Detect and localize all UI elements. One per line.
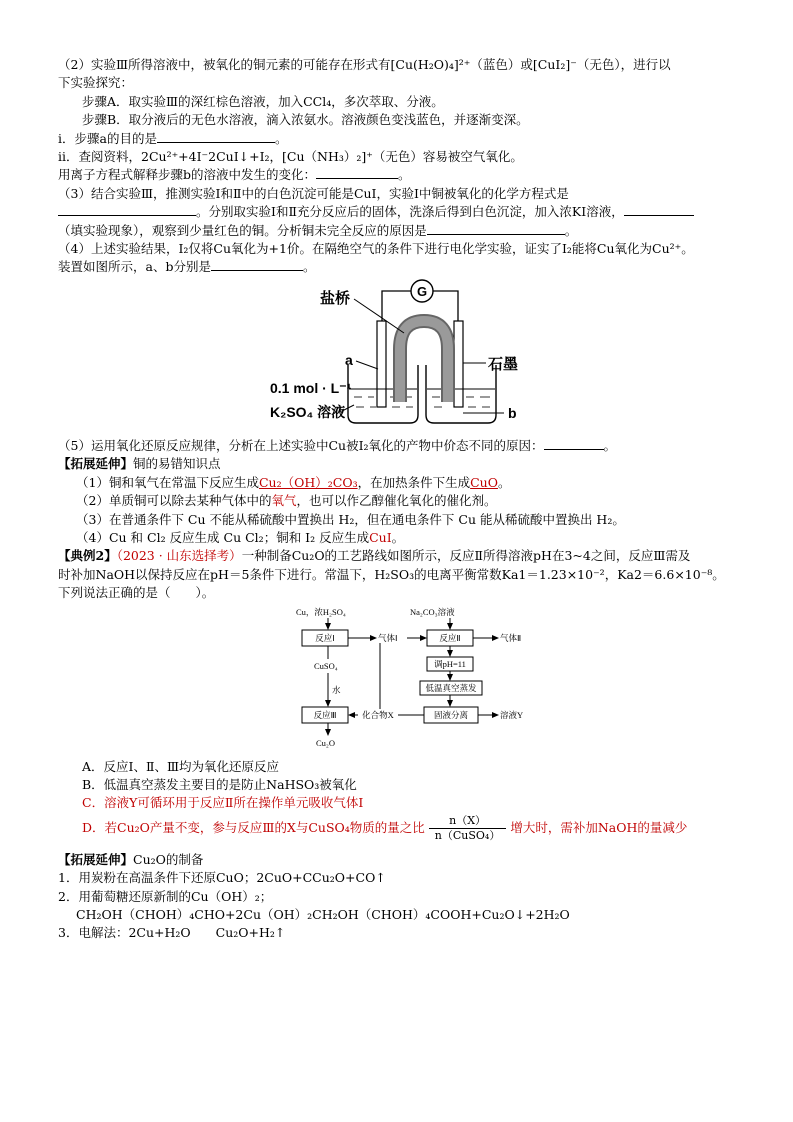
ext1-p4-a: （4）Cu 和 Cl₂ 反应生成 Cu Cl₂；铜和 I₂ 反应生成	[76, 529, 370, 545]
q2-line2: 下实验探究：	[58, 75, 134, 91]
ratio-denominator: n（CuSO₄）	[434, 828, 501, 842]
ext2-title-text: Cu₂O的制备	[133, 851, 204, 867]
ext1-p1-e: 。	[497, 474, 511, 490]
ext2-m2b: CH₂OH（CHOH）₄CHO+2Cu（OH）₂CH₂OH（CHOH）₄COOH+Cu₂O↓+2H₂O	[76, 906, 570, 922]
label-b: b	[508, 404, 517, 421]
box-reaction-3-label: 反应Ⅲ	[313, 709, 337, 720]
ex2-tag: 【典例2】	[58, 548, 117, 564]
ex2-source: （2023 · 山东选择考）	[116, 548, 242, 564]
graphite-label: 石墨	[488, 355, 519, 373]
concentration-label: 0.1 mol · L⁻¹	[270, 379, 352, 396]
q4-line1: （4）上述实验结果，I₂仅将Cu氧化为+1价。在隔绝空气的条件下进行电化学实验，证实了I₂能将Cu氧化为Cu²⁺。	[58, 241, 694, 257]
ext1-p2	[58, 492, 748, 510]
gas-2-label: 气体Ⅱ	[500, 632, 522, 643]
box-reaction-1-label: 反应Ⅰ	[315, 632, 335, 643]
q3-line2	[58, 203, 748, 221]
solution-label: K₂SO₄ 溶液	[270, 403, 346, 420]
answer-blank[interactable]	[624, 203, 694, 216]
galvanometer-label: G	[416, 283, 428, 299]
ext1-p3: （3）在普通条件下 Cu 不能从稀硫酸中置换出 H₂，但在通电条件下 Cu 能从稀硫酸中置换出 H₂。	[76, 511, 625, 527]
box-adjust-ph-label: 调pH=11	[434, 658, 466, 669]
q4-line2: 装置如图所示，a、b分别是 。	[58, 259, 316, 275]
q2-i-text: ⅰ．步骤a的目的是	[58, 130, 157, 146]
option-d-text-b: 增大时，需补加NaOH的量减少	[510, 819, 688, 835]
ext1-p1-a: （1）铜和氧气在常温下反应生成	[76, 474, 259, 490]
ext2-title-tag: 【拓展延伸】	[58, 851, 134, 867]
gas-1-label: 气体Ⅰ	[378, 632, 398, 643]
answer-blank[interactable]	[544, 437, 604, 450]
ext1-title	[58, 455, 748, 473]
ext2-m2: 2．用葡萄糖还原新制的Cu（OH）₂；	[58, 888, 273, 904]
flow-input-2: Na₂CO₃溶液	[410, 606, 455, 617]
cell-diagram	[58, 277, 748, 437]
ex2-line1	[58, 547, 748, 565]
ext1-title-text: 铜的易错知识点	[133, 456, 221, 472]
ext1-title-tag: 【拓展延伸】	[58, 456, 134, 472]
q2-ii: ⅱ．查阅资料，2Cu²⁺+4I⁻2CuI↓+I₂，[Cu（NH₃）₂]⁺（无色）容易被空气氧化。	[58, 149, 523, 165]
flowchart-diagram	[58, 603, 748, 758]
option-d-text-a: D．若Cu₂O产量不变，参与反应Ⅲ的X与CuSO₄物质的量之比	[82, 819, 425, 835]
q5-text: （5）运用氧化还原反应规律，分析在上述实验中Cu被I₂氧化的产物中价态不同的原因：	[58, 437, 544, 453]
ext1-p1	[58, 474, 748, 492]
ext1-p2-b: 氧气	[271, 493, 297, 509]
q2-step-b: 步骤B．取分液后的无色水溶液，滴入浓氨水。溶液颜色变浅蓝色，并逐渐变深。	[82, 112, 529, 128]
option-b[interactable]: B．低温真空蒸发主要目的是防止NaHSO₃被氧化	[82, 776, 357, 792]
q2-line1: （2）实验Ⅲ所得溶液中，被氧化的铜元素的可能存在形式有[Cu(H₂O)₄]²⁺（蓝色）或[CuI₂]⁻（无色），进行以	[58, 57, 671, 72]
q2-ii-b: 用离子方程式解释步骤b的溶液中发生的变化： 。	[58, 167, 411, 183]
q2-i: ⅰ．步骤a的目的是 。	[58, 130, 288, 146]
ext1-p4	[58, 529, 748, 547]
ext1-p4-b: CuI	[369, 529, 392, 545]
electrochem-figure	[58, 277, 748, 437]
cuso4-label: CuSO₄	[314, 660, 338, 671]
ex2-line2: 时补加NaOH以保持反应在pH＝5条件下进行。常温下，H₂SO₃的电离平衡常数Ka1＝1.23×10⁻²，Ka2＝6.6×10⁻⁸。	[58, 566, 725, 582]
answer-blank[interactable]	[316, 166, 398, 179]
ext1-p4-c: 。	[391, 529, 405, 545]
ext1-p1-d: CuO	[470, 474, 498, 490]
ex2-line3: 下列说法正确的是（ ）。	[58, 585, 215, 601]
electrode-graphite	[454, 321, 463, 407]
option-c[interactable]: C．溶液Y可循环用于反应Ⅱ所在操作单元吸收气体Ⅰ	[82, 795, 364, 811]
ext1-p1-b: Cu₂（OH）₂CO₃	[258, 474, 358, 490]
option-a[interactable]: A．反应Ⅰ、Ⅱ、Ⅲ均为氧化还原反应	[82, 758, 280, 774]
q3-line3-text: （填实验现象），观察到少量红色的铜。分析铜未完全反应的原因是	[58, 222, 427, 238]
process-flowchart	[58, 603, 748, 758]
q4-line2-text: 装置如图所示，a、b分别是	[58, 259, 211, 275]
answer-blank[interactable]	[58, 203, 196, 216]
box-evaporation-label: 低温真空蒸发	[425, 682, 477, 693]
ext1-p2-c: ，也可以作乙醇催化氧化的催化剂。	[296, 493, 497, 509]
cu2o-label: Cu₂O	[316, 737, 336, 748]
flow-input-1: Cu，浓H₂SO₄	[296, 606, 346, 617]
answer-blank[interactable]	[157, 130, 275, 143]
answer-blank[interactable]	[427, 222, 565, 235]
q3-line2-text: 。分别取实验Ⅰ和Ⅱ充分反应后的固体，洗涤后得到白色沉淀，加入浓KI溶液，	[196, 204, 624, 220]
ratio-numerator: n（X）	[429, 814, 507, 829]
ex2-line1-text: 一种制备Cu₂O的工艺路线如图所示，反应Ⅱ所得溶液pH在3~4之间，反应Ⅲ需及	[241, 548, 691, 564]
label-a: a	[345, 351, 353, 368]
box-separation-label: 固液分离	[433, 709, 469, 720]
solution-y-label: 溶液Y	[500, 709, 524, 720]
page-content	[58, 56, 748, 943]
q3-line3: （填实验现象），观察到少量红色的铜。分析铜未完全反应的原因是 。	[58, 222, 578, 238]
ext1-p1-c: ，在加热条件下生成	[357, 474, 471, 490]
q3-line1: （3）结合实验Ⅲ，推测实验Ⅰ和Ⅱ中的白色沉淀可能是CuI，实验Ⅰ中铜被氧化的化学方程式是	[58, 185, 569, 201]
answer-blank[interactable]	[211, 258, 303, 271]
ext1-p2-a: （2）单质铜可以除去某种气体中的	[76, 493, 272, 509]
q2-ii-b-text: 用离子方程式解释步骤b的溶液中发生的变化：	[58, 167, 317, 183]
salt-bridge-label: 盐桥	[320, 289, 351, 307]
ext2-m3: 3．电解法：2Cu+H₂O Cu₂O+H₂↑	[58, 925, 286, 941]
ext2-title	[58, 851, 748, 869]
ratio-fraction	[429, 814, 507, 843]
option-d[interactable]	[58, 813, 748, 843]
box-reaction-2-label: 反应Ⅱ	[439, 632, 461, 643]
q2-step-a: 步骤A．取实验Ⅲ的深红棕色溶液，加入CCl₄，多次萃取、分液。	[82, 93, 444, 109]
compound-x-label: 化合物X	[362, 709, 394, 720]
water-label: 水	[332, 684, 341, 695]
electrode-a	[377, 321, 386, 407]
q5: （5）运用氧化还原反应规律，分析在上述实验中Cu被I₂氧化的产物中价态不同的原因： 。	[58, 437, 617, 453]
ext2-m1: 1．用炭粉在高温条件下还原CuO；2CuO+CCu₂O+CO↑	[58, 870, 386, 886]
